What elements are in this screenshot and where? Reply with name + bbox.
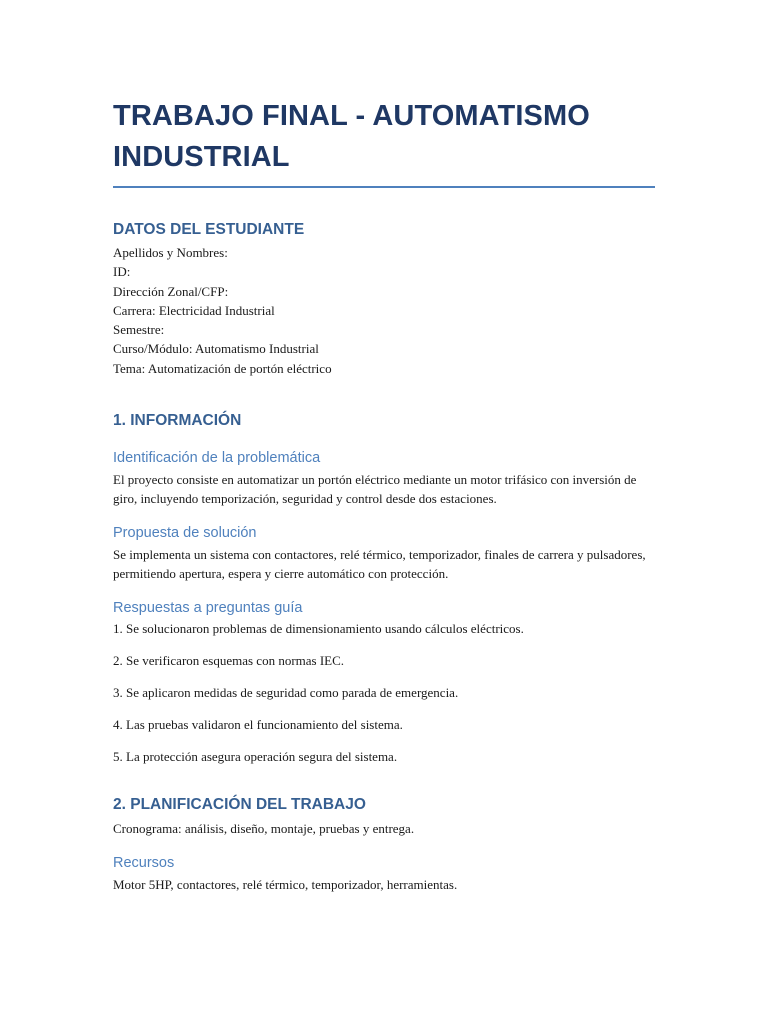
problem-text: El proyecto consiste en automatizar un portón eléctrico mediante un motor trifásico con inversión de giro, incluyendo temporización, seguridad y control desde dos estaciones. — [113, 472, 637, 507]
problem-heading: Identificación de la problemática — [113, 450, 321, 467]
answer-item: 4. Las pruebas validaron el funcionamiento del sistema. — [113, 717, 403, 733]
answer-item: 3. Se aplicaron medidas de seguridad como parada de emergencia. — [113, 685, 459, 701]
student-line-semester: Semestre: — [113, 322, 165, 338]
student-section — [113, 220, 655, 378]
answer-item: 5. La protección asegura operación segura del sistema. — [113, 749, 398, 765]
solution-heading: Propuesta de solución — [113, 524, 257, 541]
resources-heading: Recursos — [113, 854, 175, 871]
document-page — [113, 96, 655, 894]
student-line-names: Apellidos y Nombres: — [113, 245, 228, 260]
planning-heading: 2. PLANIFICACIÓN DEL TRABAJO — [113, 796, 366, 814]
answers-heading: Respuestas a preguntas guía — [113, 600, 303, 617]
resources-text: Motor 5HP, contactores, relé térmico, temporizador, herramientas. — [113, 876, 458, 892]
student-heading: DATOS DEL ESTUDIANTE — [113, 221, 305, 238]
answer-item: 2. Se verificaron esquemas con normas IEC. — [113, 653, 345, 669]
student-line-topic: Tema: Automatización de portón eléctrico — [113, 360, 332, 376]
schedule-text: Cronograma: análisis, diseño, montaje, pruebas y entrega. — [113, 821, 415, 837]
student-line-id: ID: — [113, 264, 131, 280]
answer-item: 1. Se solucionaron problemas de dimensionamiento usando cálculos eléctricos. — [113, 621, 524, 637]
planning-section — [113, 795, 655, 894]
student-line-zonal: Dirección Zonal/CFP: — [113, 283, 229, 299]
information-section — [113, 411, 655, 766]
student-line-career: Carrera: Electricidad Industrial — [113, 302, 275, 318]
student-line-course: Curso/Módulo: Automatismo Industrial — [113, 341, 319, 357]
answers-list — [113, 619, 655, 766]
information-heading: 1. INFORMACIÓN — [113, 412, 242, 430]
document-title: TRABAJO FINAL - AUTOMATISMO INDUSTRIAL — [113, 96, 655, 188]
solution-text: Se implementa un sistema con contactores, relé térmico, temporizador, finales de carrera y pulsadores, permitiendo apertura, espera y cierre automático con protección. — [113, 546, 646, 581]
